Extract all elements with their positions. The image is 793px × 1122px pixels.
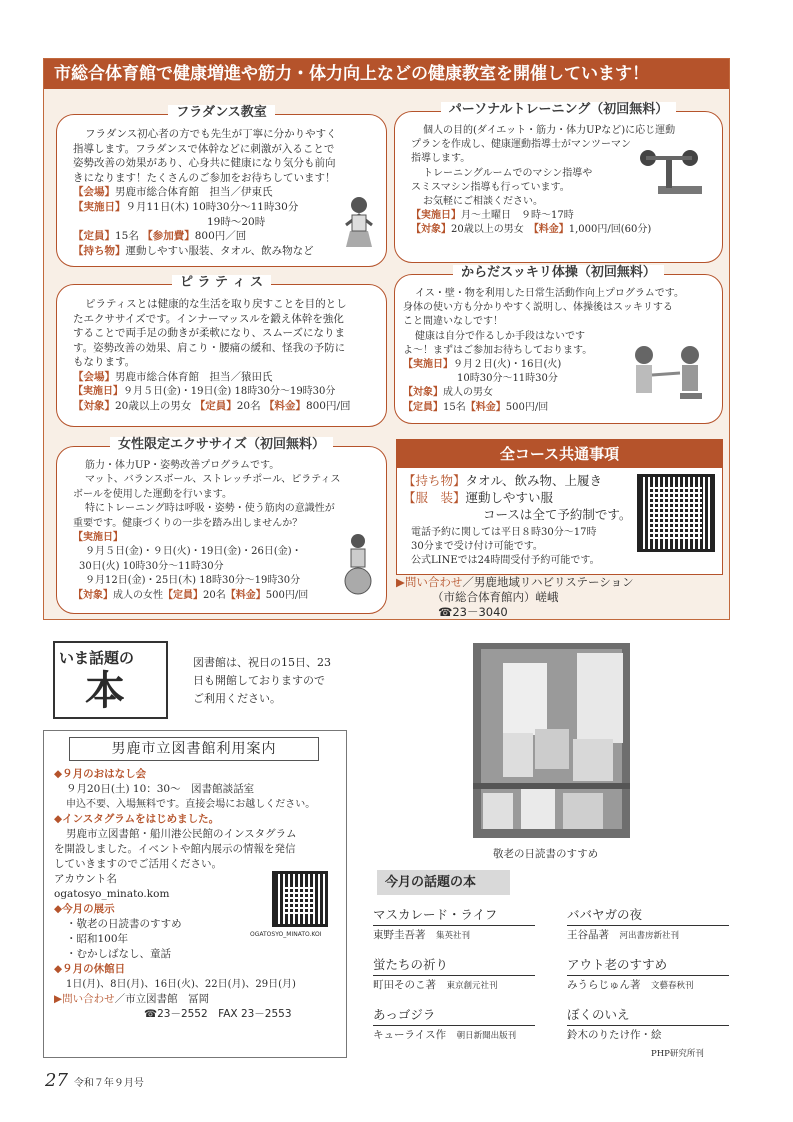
pilates-box: ピ ラ テ ィ ス ピラティスとは健康的な生活を取り戻すことを目的とし たエクササイズです。インナーマッスルを鍛え体幹を強化 することで両手足の動きが柔軟になり、スムーズになりま す。姿勢改善の効果、肩こり・腰痛の緩和、怪我の予防に もなります。 【会場】男鹿市総合体育館 担当／猿田氏 【実施日】９月５日(金)・19日(金) 18時30分～19時30分 【対象】20歳以上の男女 【定員】20名 【料金】800円/回 (56, 284, 387, 427)
hula-dancer-illustration (338, 195, 380, 253)
pilates-title: ピ ラ テ ィ ス (172, 275, 271, 290)
common-title: 全コース共通事項 (397, 440, 722, 468)
library-phone: ☎23－2552 FAX 23－2553 (144, 1008, 292, 1020)
page-footer (45, 1070, 144, 1091)
women-exercise-box: 女性限定エクササイズ（初回無料） 筋力・体力UP・姿勢改善プログラムです。 マット、バランスボール、ストレッチポール、ピラティス ボールを使用した運動を行います。 特にトレーニング時は呼吸・姿勢・使う筋肉の意識性が 重要です。健康づくりの一歩を踏み出しませんか？ 【実施日】 ９月５日(金)・９日(火)・19日(金)・26日(金)・ 30日(火) 10時30分～11時30分 ９月12日(金)・25日(木) 18時30分～19時30分 【対象】成人の女性【定員】20名【料金】500円/回 (56, 446, 387, 614)
book-item: あっゴジラ キューライス作 朝日新聞出版刊 (373, 1005, 535, 1045)
gym-machine-illustration (638, 146, 708, 206)
instagram-qr-code[interactable] (272, 871, 328, 927)
balance-ball-illustration (336, 533, 380, 595)
hula-venue: 男鹿市総合体育館 担当／伊東氏 (115, 186, 273, 199)
hula-title: フラダンス教室 (168, 105, 275, 120)
personal-title: パーソナルトレーニング（初回無料） (441, 102, 677, 117)
personal-training-box: パーソナルトレーニング（初回無料） 個人の目的(ダイエット・筋力・体力UPなど)に応じ運動 プランを作成し、健康運動指導士がマンツーマン 指導します。 トレーニングルームでのマシン指導や スミスマシン指導も行っています。 お気軽にご相談ください。 【実施日】月～土曜日 ９時～17時 【対象】20歳以上の男女 【料金】1,000円/回(60分) (394, 111, 723, 263)
library-notice: 図書館は、祝日の15日、23 日も開館しておりますので ご利用ください。 (193, 656, 331, 705)
book-item: ぼくのいえ 鈴木のりたけ作・絵 PHP研究所刊 (567, 1005, 729, 1063)
health-phone: ☎23－3040 (438, 605, 508, 619)
common-info-box: 全コース共通事項 【持ち物】タオル、飲み物、上履き 【服 装】運動しやすい服 コースは全て予約制です。 電話予約に関しては平日８時30分～17時 30分まで受け付け可能です。 公式LINEでは24時間受付予約可能です。 (396, 439, 723, 575)
page-number: 27 (45, 1070, 68, 1091)
section-banner: 市総合体育館で健康増進や筋力・体力向上などの健康教室を開催しています！ (44, 59, 729, 89)
book-item: アウト老のすすめ みうらじゅん著 文藝春秋刊 (567, 955, 729, 995)
photo-caption: 敬老の日読書のすすめ (493, 848, 599, 860)
women-title: 女性限定エクササイズ（初回無料） (110, 437, 333, 452)
exercise-pair-illustration (624, 341, 714, 421)
health-class-section (43, 58, 730, 620)
health-contact: ▶問い合わせ／男鹿地域リハビリステーション （市総合体育館内）嵯峨 ☎23－3040 (396, 575, 634, 619)
karada-title: からだスッキリ体操（初回無料） (453, 265, 664, 280)
line-qr-code[interactable] (637, 474, 715, 552)
hula-time-2: 19時～20時 (207, 215, 266, 228)
hula-desc: 指導します。フラダンスで体幹などに刺激が入ることで (73, 142, 335, 155)
trending-books-logo: いま話題の 本 (53, 641, 168, 719)
book-item: マスカレード・ライフ 東野圭吾著 集英社刊 (373, 905, 535, 945)
library-title: 男鹿市立図書館利用案内 (69, 737, 319, 761)
hula-desc: フラダンス初心者の方でも先生が丁寧に分かりやすく (85, 128, 337, 140)
karada-box: からだスッキリ体操（初回無料） イス・壁・物を利用した日常生活動作向上プログラムです。 身体の使い方も分かりやすく説明し、体操後はスッキリする こと間違いなしです！ 健康は自分で作るしか手段はないです よ～！まずはご参加お待ちしております。 【実施日】９月２日(火)・16日(火) 10時30分～11時30分 【対象】成人の男女 【定員】15名【料金】500円/回 (394, 274, 723, 424)
issue-date: 令和７年９月号 (73, 1078, 144, 1089)
book-item: ババヤガの夜 王谷晶著 河出書房新社刊 (567, 905, 729, 945)
hula-date: ９月11日(木) 10時30分～11時30分 (125, 200, 299, 213)
book-item: 蛍たちの祈り 町田そのこ著 東京創元社刊 (373, 955, 535, 995)
library-guide: 男鹿市立図書館利用案内 ◆９月のおはなし会 ９月20日(土) 10：30～ 図書館談話室 申込不要、入場無料です。直接会場にお越しください。 ◆インスタグラムをはじめました。 男鹿市立図書館・船川港公民館のインスタグラム を開設しました。イベントや館内展示の情報を発信 していきますのでご活用ください。 アカウント名 ogatosyo_minato.kom ◆今月の展示 ・敬老の日読書のすすめ ・昭和100年 ・むかしばなし、童話 ◆９月の休館日 1日(月)、8日(月)、16日(火)、22日(月)、29日(月) ▶問い合わせ／市立図書館 冨岡 ☎23－2552 FAX 23－2553 OGATOSYO_MINATO.KOI (43, 730, 347, 1058)
book-display-photo (473, 643, 630, 838)
hula-desc: きになります！たくさんのご参加をお待ちしています！ (73, 171, 336, 184)
personal-date: 月～土曜日 ９時～17時 (461, 210, 574, 222)
monthly-books-heading: 今月の話題の本 (377, 870, 510, 895)
hula-desc: 姿勢改善の効果があり、心身共に健康になり気分も前向 (73, 157, 336, 170)
hula-class-box: フラダンス教室 フラダンス初心者の方でも先生が丁寧に分かりやすく 指導します。フラダンスで体幹などに刺激が入ることで 姿勢改善の効果があり、心身共に健康になり気分も前向 きになります！たくさんのご参加をお待ちしています！ 【会場】男鹿市総合体育館 担当／伊東氏 【実施日】９月11日(木) 10時30分～11時30分 19時～20時 【定員】15名 【参加費】800円／回 【持ち物】運動しやすい服装、タオル、飲み物など (56, 114, 387, 267)
